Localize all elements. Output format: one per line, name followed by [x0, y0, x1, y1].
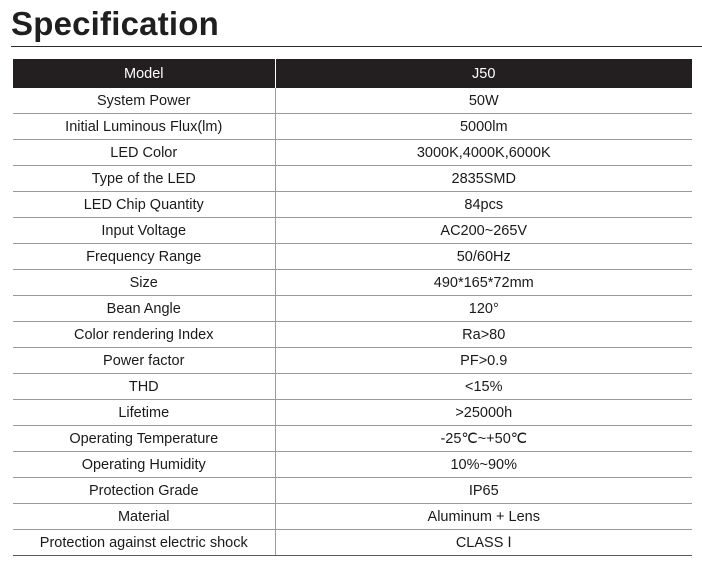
spec-value: -25℃~+50℃	[275, 426, 692, 452]
table-header-row	[13, 59, 692, 88]
spec-value: PF>0.9	[275, 348, 692, 374]
table-row	[13, 374, 692, 400]
spec-value: <15%	[275, 374, 692, 400]
spec-name: Color rendering Index	[13, 322, 275, 348]
table-row	[13, 218, 692, 244]
table-row	[13, 114, 692, 140]
spec-value: 50W	[275, 88, 692, 114]
spec-name: System Power	[13, 88, 275, 114]
table-row	[13, 244, 692, 270]
spec-value: 3000K,4000K,6000K	[275, 140, 692, 166]
page-title: Specification	[11, 5, 219, 42]
table-row	[13, 322, 692, 348]
spec-name: THD	[13, 374, 275, 400]
table-row	[13, 192, 692, 218]
table-row	[13, 140, 692, 166]
spec-name: Initial Luminous Flux(lm)	[13, 114, 275, 140]
spec-value: AC200~265V	[275, 218, 692, 244]
spec-value: Aluminum + Lens	[275, 504, 692, 530]
header-model-value: J50	[275, 59, 692, 88]
spec-name: Protection against electric shock	[13, 530, 275, 556]
specification-table	[13, 59, 692, 556]
spec-value: >25000h	[275, 400, 692, 426]
table-row	[13, 348, 692, 374]
table-row	[13, 478, 692, 504]
spec-value: 120°	[275, 296, 692, 322]
spec-name: Power factor	[13, 348, 275, 374]
spec-value: 84pcs	[275, 192, 692, 218]
table-row	[13, 400, 692, 426]
spec-value: CLASS Ⅰ	[275, 530, 692, 556]
table-row	[13, 296, 692, 322]
table-row	[13, 166, 692, 192]
spec-value: 50/60Hz	[275, 244, 692, 270]
table-row	[13, 452, 692, 478]
spec-name: Bean Angle	[13, 296, 275, 322]
table-row	[13, 88, 692, 114]
spec-name: Input Voltage	[13, 218, 275, 244]
spec-name: LED Color	[13, 140, 275, 166]
table-row	[13, 426, 692, 452]
spec-name: Frequency Range	[13, 244, 275, 270]
spec-name: Lifetime	[13, 400, 275, 426]
spec-value: 5000lm	[275, 114, 692, 140]
spec-value: IP65	[275, 478, 692, 504]
spec-name: Operating Humidity	[13, 452, 275, 478]
spec-value: 2835SMD	[275, 166, 692, 192]
table-row	[13, 270, 692, 296]
spec-name: Protection Grade	[13, 478, 275, 504]
spec-name: Operating Temperature	[13, 426, 275, 452]
spec-value: 490*165*72mm	[275, 270, 692, 296]
title-divider	[11, 46, 702, 47]
table-row	[13, 504, 692, 530]
spec-name: Type of the LED	[13, 166, 275, 192]
table-row	[13, 530, 692, 556]
spec-value: Ra>80	[275, 322, 692, 348]
spec-name: Size	[13, 270, 275, 296]
spec-value: 10%~90%	[275, 452, 692, 478]
header-label: Model	[13, 59, 275, 88]
spec-name: LED Chip Quantity	[13, 192, 275, 218]
spec-name: Material	[13, 504, 275, 530]
